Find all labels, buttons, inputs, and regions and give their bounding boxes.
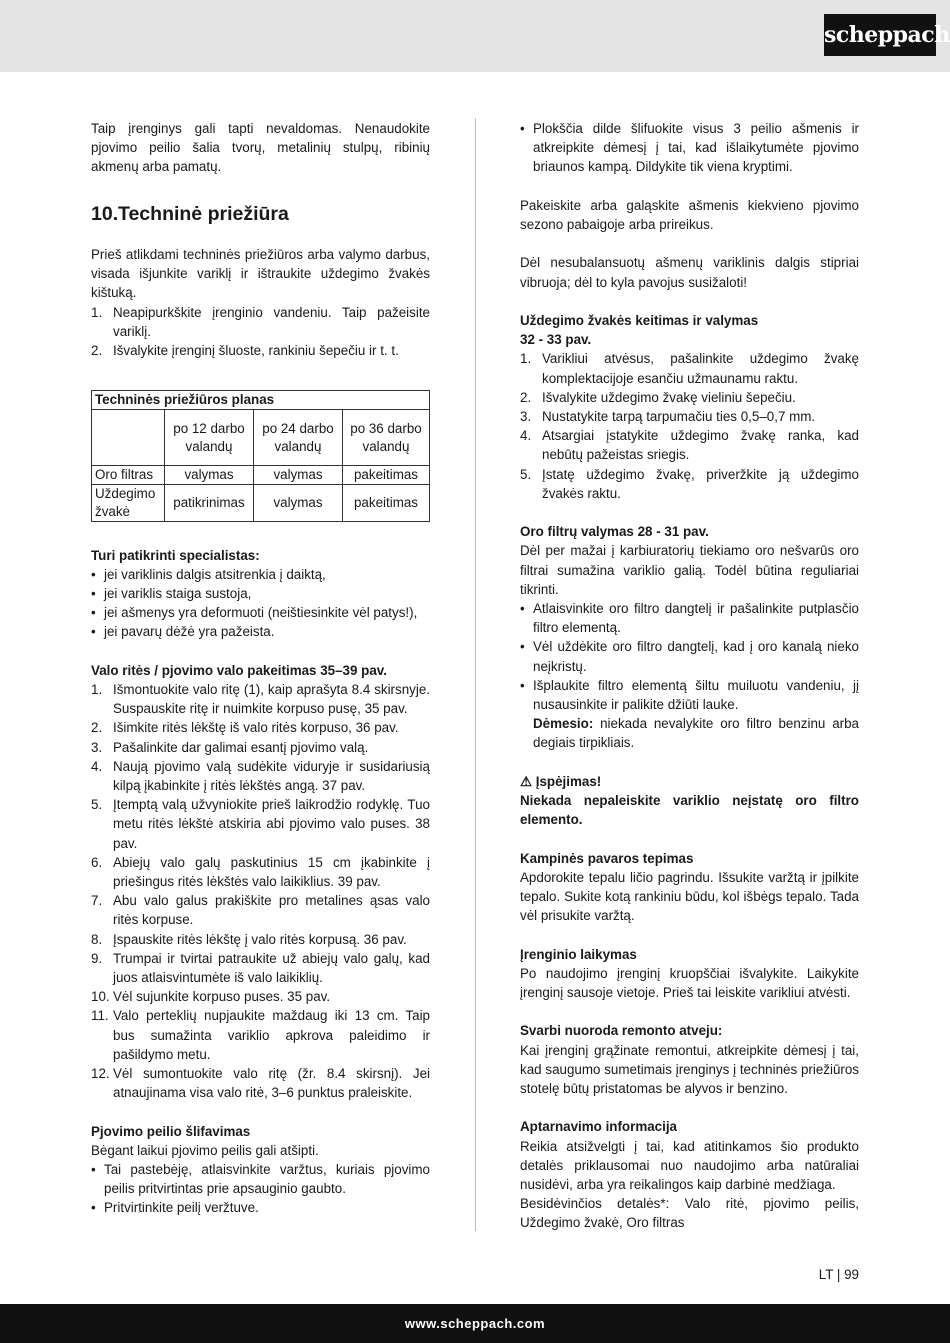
list-item: 1. Išmontuokite valo ritę (1), kaip aprašyta 8.4 skirsnyje. Suspauskite ritę ir nuimkite korpuso pusę, 35 pav. (91, 681, 430, 717)
storage-text: Po naudojimo įrenginį kruopščiai išvalykite. Laikykite įrenginį sausoje vietoje. Prieš tai leiskite varikliui atvėsti. (520, 965, 859, 1001)
footer-url[interactable]: www.scheppach.com (404, 1316, 546, 1331)
list-item: • jei variklinis dalgis atsitrenkia į daiktą, (91, 566, 326, 582)
list-item: 5. Įstatę uždegimo žvakę, priveržkite ją uždegimo žvakės raktu. (520, 466, 859, 501)
blade-heading: Pjovimo peilio šlifavimas (91, 1123, 251, 1139)
list-item: 4. Atsargiai įstatykite uždegimo žvakę ranka, kad nebūtų pažeistas sriegis. (520, 428, 859, 463)
list-item: 1. Varikliui atvėsus, pašalinkite uždegimo žvakę komplektacijoje esančiu užmaunamu raktu. (520, 351, 859, 386)
vibration-paragraph: Dėl nesubalansuotų ašmenų variklinis dalgis stipriai vibruoja; dėl to kyla pavojus susižaloti! (520, 255, 859, 290)
table-row-label: Oro filtras (92, 466, 165, 485)
list-item: 5. Įtemptą valą užvyniokite prieš laikrodžio rodyklę. Tuo metu ritės lėkštė atskiria abi pjovimo valo puses. 38 pav. (91, 797, 430, 851)
specialist-heading: Turi patikrinti specialistas: (91, 547, 260, 563)
list-item: 9. Trumpai ir tvirtai patraukite už abiejų valo galų, kad juos atlaisvintumėte iš valo laikiklių. (91, 950, 430, 986)
table-cell: valymas (165, 466, 254, 485)
storage-heading: Įrenginio laikymas (520, 946, 637, 962)
list-item: • jei variklis staiga sustoja, (91, 585, 252, 601)
table-row (92, 466, 430, 485)
warning-heading: ⚠ Įspėjimas! (520, 772, 859, 791)
right-column (520, 119, 859, 1233)
file-list (520, 119, 859, 177)
list-item: 3. Pašalinkite dar galimai esantį pjovimo valą. (91, 739, 369, 755)
replace-paragraph: Pakeiskite arba galąskite ašmenis kiekvieno pjovimo sezono pabaigoje arba prireikus. (520, 197, 859, 232)
blade-list (91, 1160, 430, 1218)
gear-text: Apdorokite tepalu ličio pagrindu. Išsukite varžtą ir įpilkite tepalo. Sukite kotą rankiniu būdu, kol išbėgs tepalo. Tada vėl prisukite varžtą. (520, 869, 859, 924)
spark-steps (520, 349, 859, 503)
list-item: 4. Naują pjovimo valą sudėkite viduryje ir susidariusią kilpą įkabinkite į ritės lėkštės angą. 37 pav. (91, 758, 430, 793)
list-item: • jei pavarų dėžė yra pažeista. (91, 624, 275, 640)
attention-note: Dėmesio: niekada nevalykite oro filtro benzinu arba degiais tirpikliais. (533, 716, 859, 751)
list-item: 10. Vėl sujunkite korpuso puses. 35 pav. (91, 989, 331, 1005)
table-corner (92, 410, 165, 466)
list-item: 8. Įspauskite ritės lėkštę į valo ritės korpusą. 36 pav. (91, 931, 407, 947)
table-title: Techninės priežiūros planas (92, 391, 430, 410)
list-item: • Išplaukite filtro elementą šiltu muiluotu vandeniu, jį nusausinkite ir palikite džiūti lauke. (520, 677, 859, 713)
list-item: 11. Valo perteklių nupjaukite maždaug iki 13 cm. Taip bus sumažinta variklio apkrova paleidimo ir pašildymo metu. (91, 1008, 430, 1062)
table-header-cell: po 24 darbo valandų (254, 410, 343, 466)
maintenance-steps (91, 303, 430, 361)
table-cell: valymas (254, 485, 343, 522)
list-item: • Atlaisvinkite oro filtro dangtelį ir pašalinkite putplasčio filtro elementą. (520, 601, 859, 636)
list-item: 1. Neapipurkškite įrenginio vandeniu. Taip pažeisite variklį. (91, 304, 430, 339)
table-row-label: Uždegimo žvakė (92, 485, 165, 522)
table-cell: pakeitimas (343, 485, 430, 522)
header-bar (0, 0, 950, 72)
intro-paragraph: Taip įrenginys gali tapti nevaldomas. Nenaudokite pjovimo peilio šalia tvorų, metalinių stulpų, ribinių akmenų arba pamatų. (91, 121, 430, 175)
list-item: • Plokščia dilde šlifuokite visus 3 peilio ašmenis ir atkreipkite dėmesį į tai, kad išlaikytumėte pjovimo briaunos kampą. Dildykite tik viena kryptimi. (520, 121, 859, 175)
warning-text: Niekada nepaleiskite variklio neįstatę oro filtro elemento. (520, 793, 859, 828)
air-filter-heading: Oro filtrų valymas 28 - 31 pav. (520, 524, 709, 540)
list-item: 2. Išvalykite įrenginį šluoste, rankiniu šepečiu ir t. t. (91, 343, 399, 358)
list-item: 2. Išimkite ritės lėkštę iš valo ritės korpuso, 36 pav. (91, 720, 399, 736)
spark-heading-figures: 32 - 33 pav. (520, 332, 592, 348)
scheppach-logo: scheppach (824, 14, 936, 56)
repair-text: Kai įrenginį grąžinate remontui, atkreipkite dėmesį į tai, kad saugumo sumetimais įrenginys į techninės priežiūros stotelę būtų pristatomas be alyvos ir benzino. (520, 1042, 859, 1097)
warning-triangle-icon: ⚠ (520, 773, 533, 789)
list-item: • Tai pastebėję, atlaisvinkite varžtus, kuriais pjovimo peilis pritvirtintas prie apsauginio gaubto. (91, 1162, 430, 1197)
table-cell: valymas (254, 466, 343, 485)
left-column (91, 119, 430, 1218)
list-item: • Pritvirtinkite peilį veržtuve. (91, 1200, 259, 1216)
column-divider (475, 118, 476, 1231)
air-filter-intro: Dėl per mažai į karbiuratorių tiekiamo oro nešvarūs oro filtrai sumažina variklio galią. Todėl būtina reguliariai tikrinti. (520, 543, 859, 597)
service-wear-parts: Besidėvinčios detalės*: Valo ritė, pjovimo peilis, Uždegimo žvakė, Oro filtras (520, 1196, 859, 1231)
list-item: 7. Abu valo galus prakiškite pro metalines ąsas valo ritės korpuse. (91, 893, 430, 928)
maintenance-intro: Prieš atlikdami techninės priežiūros arba valymo darbus, visada išjunkite variklį ir ištraukite uždegimo žvakės kištuką. (91, 246, 430, 301)
list-item: 3. Nustatykite tarpą tarpumačiu ties 0,5–0,7 mm. (520, 409, 816, 424)
table-header-cell: po 12 darbo valandų (165, 410, 254, 466)
footer-bar (0, 1304, 950, 1343)
section-number: 10. (91, 202, 119, 225)
list-item: 6. Abiejų valo galų paskutinius 15 cm įkabinkite į priešingus ritės lėkštės valo laikiklius. 39 pav. (91, 854, 430, 890)
list-item: 2. Išvalykite uždegimo žvakę vieliniu šepečiu. (520, 389, 796, 405)
section-title: Techninė priežiūra (118, 202, 289, 225)
table-header-cell: po 36 darbo valandų (343, 410, 430, 466)
service-heading: Aptarnavimo informacija (520, 1119, 678, 1135)
list-item: 12. Vėl sumontuokite valo ritę (žr. 8.4 skirsnį). Jei atnaujinama visa valo ritė, 3–6 punktus praleiskite. (91, 1066, 430, 1101)
air-filter-list (520, 599, 859, 753)
section-heading (91, 202, 430, 226)
service-text: Reikia atsižvelgti į tai, kad atitinkamos šio produkto detalės priklausomai nuo naudojimo arba natūraliai nusidėvi, arba yra reikalingos kaip darbinė medžiaga. (520, 1138, 859, 1193)
page-number: LT | 99 (818, 1267, 859, 1282)
table-cell: pakeitimas (343, 466, 430, 485)
repair-heading: Svarbi nuoroda remonto atveju: (520, 1023, 723, 1039)
spool-heading: Valo ritės / pjovimo valo pakeitimas 35–39 pav. (91, 662, 387, 678)
list-item: • jei ašmenys yra deformuoti (neištiesinkite vėl patys!), (91, 605, 418, 621)
table-row (92, 485, 430, 522)
list-item: • Vėl uždėkite oro filtro dangtelį, kad į oro kanalą nieko neįkristų. (520, 639, 859, 674)
gear-heading: Kampinės pavaros tepimas (520, 850, 694, 866)
spool-steps (91, 680, 430, 1102)
table-cell: patikrinimas (165, 485, 254, 522)
specialist-list (91, 565, 430, 642)
maintenance-plan-table (91, 390, 430, 522)
blade-intro: Bėgant laikui pjovimo peilis gali atšipti. (91, 1142, 319, 1158)
spark-heading: Uždegimo žvakės keitimas ir valymas (520, 312, 759, 328)
